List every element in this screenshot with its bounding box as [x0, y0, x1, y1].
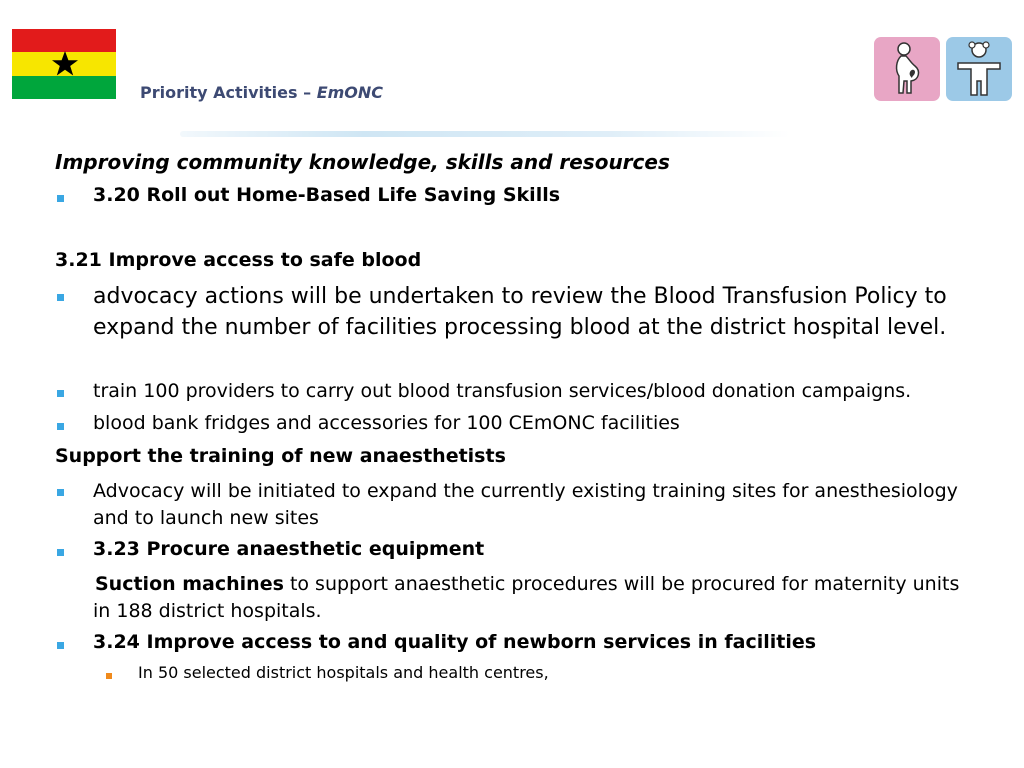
- item-3-23: 3.23 Procure anaesthetic equipment: [93, 538, 485, 560]
- train-providers: train 100 providers to carry out blood transfusion services/blood donation campaigns.: [93, 380, 912, 402]
- district-hospitals: In 50 selected district hospitals and health centres,: [138, 663, 549, 682]
- item-3-24: 3.24 Improve access to and quality of newborn services in facilities: [93, 631, 817, 653]
- slide-title-emphasis: EmONC: [316, 83, 384, 102]
- bullet-icon: [57, 423, 64, 430]
- bullet-icon: [57, 642, 64, 649]
- item-3-20: 3.20 Roll out Home-Based Life Saving Skills: [93, 184, 561, 206]
- suction-machines-paragraph: [93, 571, 973, 625]
- support-training-heading: Support the training of new anaesthetists: [55, 445, 506, 467]
- bullet-icon: [57, 489, 64, 496]
- bullet-icon: [57, 549, 64, 556]
- section-heading-community: Improving community knowledge, skills and resources: [55, 150, 670, 174]
- advocacy-training-sites: Advocacy will be initiated to expand the currently existing training sites for anesthesiology and to launch new sites: [93, 480, 958, 529]
- bullet-icon: [57, 294, 64, 301]
- advocacy-blood-policy: advocacy actions will be undertaken to review the Blood Transfusion Policy to expand the number of facilities processing blood at the district hospital level.: [93, 284, 947, 340]
- sub-bullet-icon: [106, 673, 112, 679]
- suction-machines-rest: to support anaesthetic procedures will be procured for maternity units in 188 district hospitals.: [93, 573, 960, 622]
- suction-machines-bold: Suction machines: [95, 573, 284, 595]
- blood-bank-fridges: blood bank fridges and accessories for 100 CEmONC facilities: [93, 412, 680, 434]
- bullet-icon: [57, 195, 64, 202]
- bullet-icon: [57, 390, 64, 397]
- item-3-21-heading: 3.21 Improve access to safe blood: [55, 249, 422, 271]
- slide-title-prefix: Priority Activities –: [140, 83, 317, 102]
